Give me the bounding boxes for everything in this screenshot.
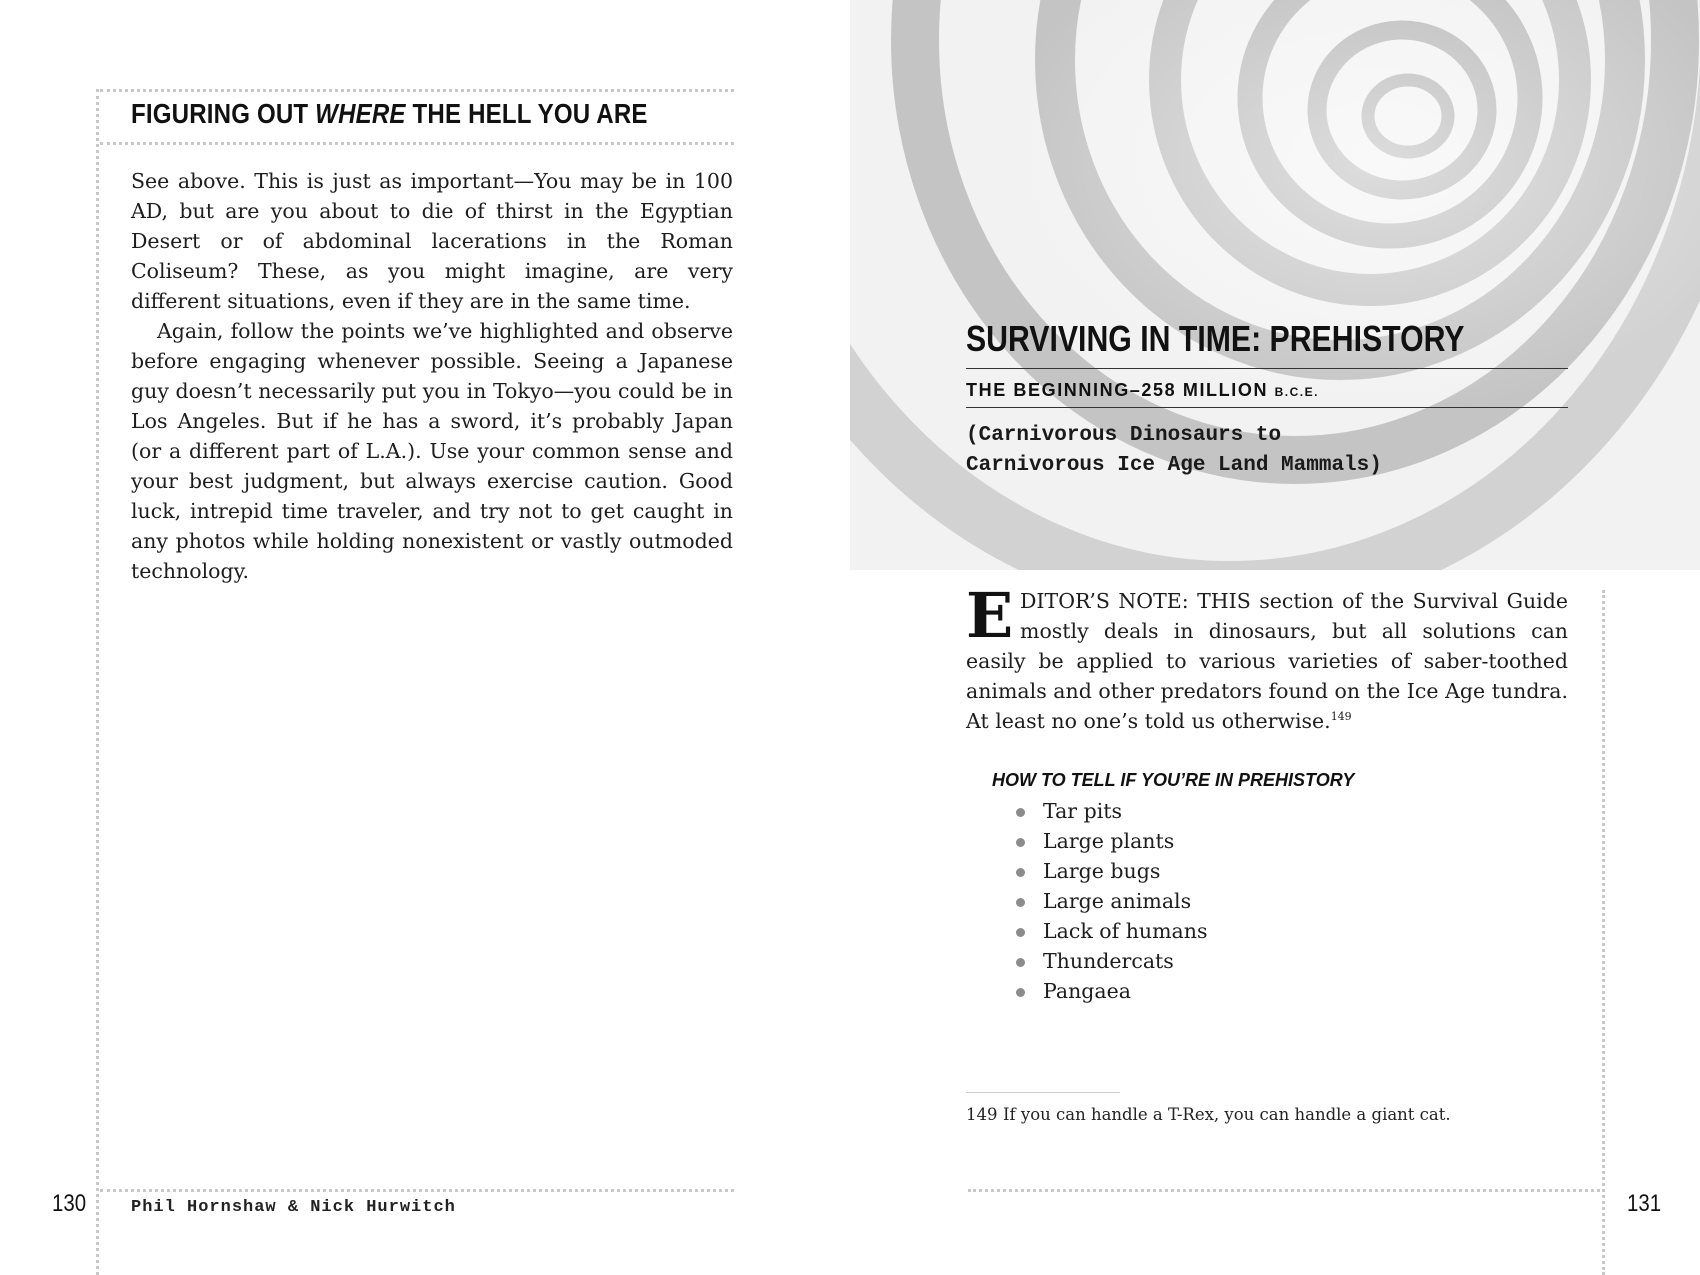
bullet-icon bbox=[1016, 898, 1025, 907]
editors-note bbox=[966, 586, 1568, 736]
page-number-left: 130 bbox=[52, 1190, 87, 1217]
footer-dotted-rule-right bbox=[968, 1189, 1600, 1192]
chapter-subtitle-rule bbox=[966, 407, 1568, 408]
footnote-number: 149 bbox=[966, 1105, 998, 1124]
header-dotted-rule-bottom bbox=[100, 142, 734, 145]
paragraph: Again, follow the points we’ve highlighted and observe before engaging whenever possible. Seeing a Japanese guy doesn’t necessarily put you in Tokyo—you could be in Los Angeles. But if he has a sword, it’s probably Japan (or a different part of L.A.). Use your common sense and your best judgment, but always exercise caution. Good luck, intrepid time traveler, and try not to get caught in any photos while holding nonexistent or vastly outmoded technology. bbox=[131, 319, 733, 583]
spiral-graphic bbox=[850, 0, 1700, 570]
drop-cap: E bbox=[966, 590, 1014, 646]
bullet-icon bbox=[1016, 838, 1025, 847]
paragraph: See above. This is just as important—You may be in 100 AD, but are you about to die of thirst in the Egyptian Desert or of abdominal lacerations in the Roman Coliseum? These, as you might imagine, are very different situations, even if they are in the same time. bbox=[131, 169, 733, 313]
list-item: Thundercats bbox=[1016, 946, 1208, 976]
intro-text: DITOR’S NOTE: THIS section of the Survival Guide mostly deals in dinosaurs, but all solutions can easily be applied to various varieties of saber-toothed animals and other predators found on the Ice Age tundra. At least no one’s told us otherwise. bbox=[966, 589, 1568, 733]
bullet-icon bbox=[1016, 868, 1025, 877]
chapter-subtitle: THE BEGINNING–258 MILLION B.C.E. bbox=[966, 380, 1319, 400]
list-item: Lack of humans bbox=[1016, 916, 1208, 946]
footer-author: Phil Hornshaw & Nick Hurwitch bbox=[131, 1198, 456, 1217]
left-body-text bbox=[131, 166, 733, 586]
bullet-icon bbox=[1016, 988, 1025, 997]
section-title: FIGURING OUT WHERE THE HELL YOU ARE bbox=[131, 98, 648, 129]
bullet-icon bbox=[1016, 808, 1025, 817]
bullet-icon bbox=[1016, 958, 1025, 967]
list-item: Pangaea bbox=[1016, 976, 1208, 1006]
chapter-title-rule bbox=[966, 368, 1568, 369]
list-item: Tar pits bbox=[1016, 796, 1208, 826]
footer-dotted-rule-left bbox=[100, 1189, 734, 1192]
era-label: B.C.E. bbox=[1274, 385, 1319, 399]
footnote bbox=[966, 1105, 1451, 1124]
chapter-parenthetical: (Carnivorous Dinosaurs to Carnivorous Ice Age Land Mammals) bbox=[966, 424, 1382, 477]
list-item: Large plants bbox=[1016, 826, 1208, 856]
footnote-reference: 149 bbox=[1330, 710, 1352, 724]
list-item: Large bugs bbox=[1016, 856, 1208, 886]
footnote-text: If you can handle a T-Rex, you can handle a giant cat. bbox=[1003, 1105, 1451, 1124]
left-margin-dotted-rule bbox=[96, 89, 99, 1275]
chapter-title: SURVIVING IN TIME: PREHISTORY bbox=[966, 318, 1465, 359]
list-item: Large animals bbox=[1016, 886, 1208, 916]
spiral-tunnel-image bbox=[850, 0, 1700, 570]
bullet-icon bbox=[1016, 928, 1025, 937]
header-dotted-rule-top bbox=[100, 89, 734, 92]
list-heading: HOW TO TELL IF YOU’RE IN PREHISTORY bbox=[992, 770, 1355, 790]
page-number-right: 131 bbox=[1627, 1190, 1662, 1217]
footnote-separator bbox=[966, 1092, 1120, 1093]
right-margin-dotted-rule bbox=[1602, 590, 1605, 1275]
prehistory-signs-list bbox=[1016, 796, 1208, 1006]
